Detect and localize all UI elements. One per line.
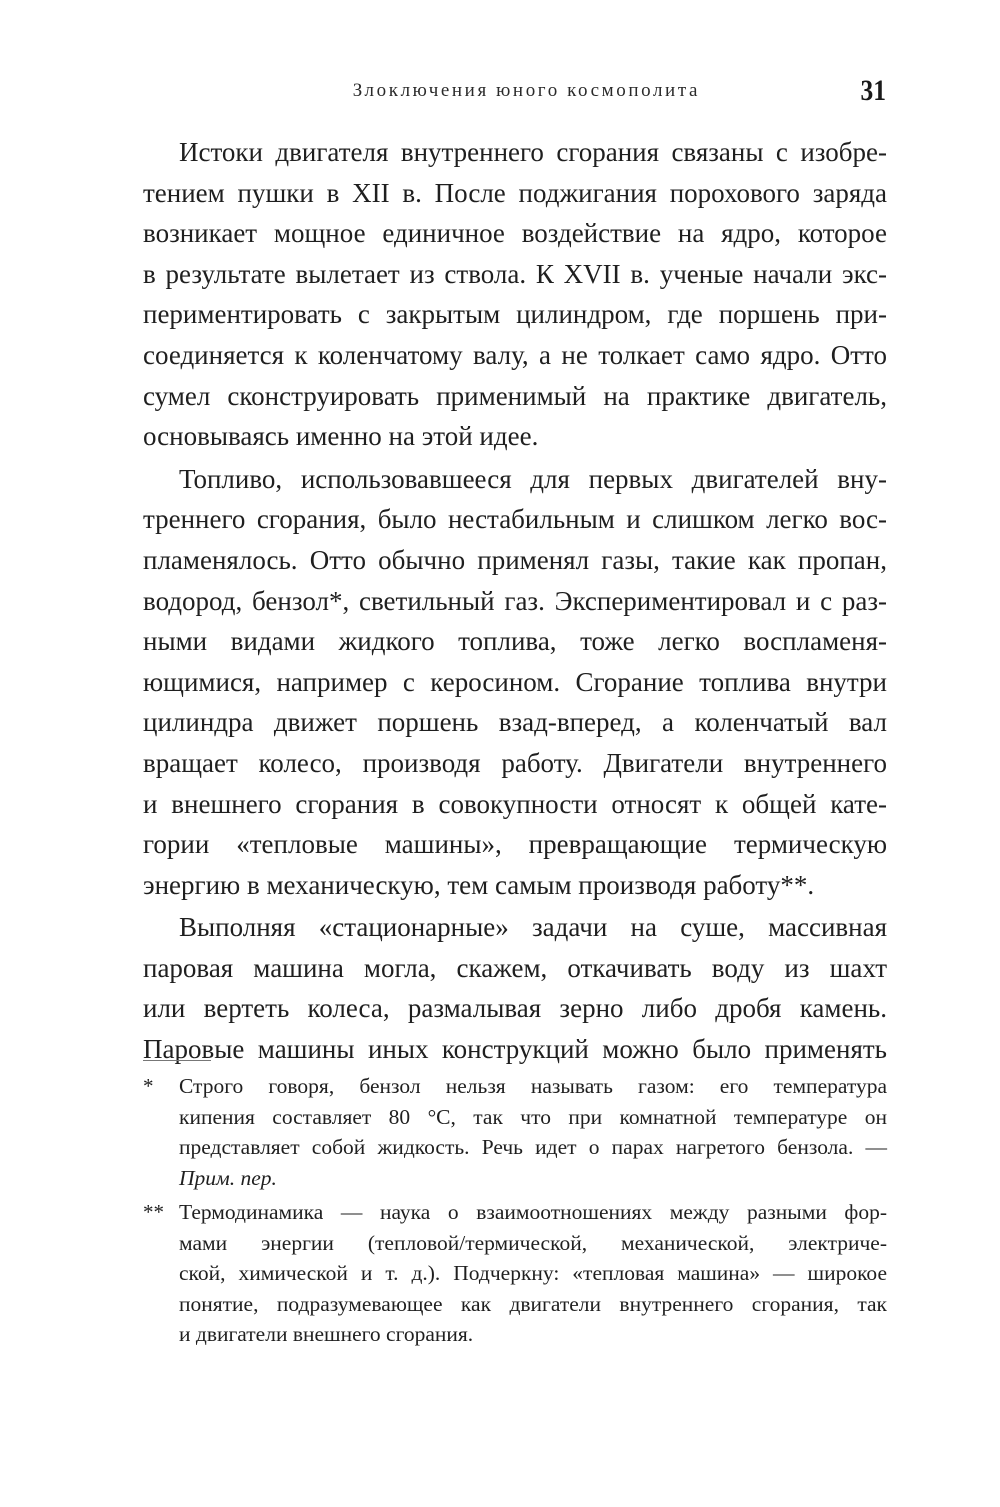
text-line: гории «тепловые машины», превращающие термическую <box>143 829 887 860</box>
footnote-1 <box>143 1071 887 1193</box>
text-line: в результате вылетает из ствола. К XVII в. ученые начали экс- <box>143 258 887 289</box>
text-line: или вертеть колеса, размалывая зерно либо дробя камень. <box>143 993 887 1024</box>
paragraph-1 <box>143 132 887 457</box>
footnote-marker: ** <box>143 1200 164 1224</box>
running-title: Злоключения юного космополита <box>352 80 700 101</box>
footnote-line: кипения составляет 80 °C, так что при комнатной температуре он <box>179 1104 887 1129</box>
footnote-marker: * <box>143 1074 154 1098</box>
page-number: 31 <box>860 74 886 107</box>
paragraph-3 <box>143 907 887 1069</box>
text-line: цилиндра движет поршень взад-вперед, а коленчатый вал <box>143 707 887 738</box>
text-line: треннего сгорания, было нестабильным и слишком легко вос- <box>143 504 887 535</box>
text-line: соединяется к коленчатому валу, а не толкает само ядро. Отто <box>143 339 887 370</box>
footnote-divider <box>143 1060 211 1061</box>
text-line: и внешнего сгорания в совокупности относят к общей кате- <box>143 788 887 819</box>
text-line: водород, бензол*, светильный газ. Экспериментировал и с раз- <box>143 585 887 616</box>
text-line: возникает мощное единичное воздействие на ядро, которое <box>143 218 887 249</box>
footnote-line: понятие, подразумевающее как двигатели внутреннего сгорания, так <box>179 1291 887 1316</box>
footnote-2 <box>143 1197 887 1350</box>
text-line: ными видами жидкого топлива, тоже легко воспламеня- <box>143 626 887 657</box>
text-line: тением пушки в XII в. После поджигания порохового заряда <box>143 177 887 208</box>
text-line: вращает колесо, производя работу. Двигатели внутреннего <box>143 747 887 778</box>
footnote-line: мами энергии (тепловой/термической, механической, электриче- <box>179 1230 887 1255</box>
paragraph-2 <box>143 459 887 906</box>
footnote-line: Строго говоря, бензол нельзя называть газом: его температура <box>179 1074 887 1098</box>
footnote-line: представляет собой жидкость. Речь идет о парах нагретого бензола. — <box>179 1135 887 1159</box>
text-line: ющимися, например с керосином. Сгорание топлива внутри <box>143 666 887 697</box>
text-line: энергию в механическую, тем самым производя работу**. <box>143 869 815 900</box>
text-line: Истоки двигателя внутреннего сгорания связаны с изобре- <box>179 137 887 167</box>
footnotes <box>143 1071 887 1354</box>
text-line: паровая машина могла, скажем, откачивать воду из шахт <box>143 952 887 983</box>
footnote-line: ской, химической и т. д.). Подчеркну: «тепловая машина» — широкое <box>179 1261 887 1285</box>
text-line: пламенялось. Отто обычно применял газы, такие как пропан, <box>143 544 887 575</box>
text-line: основываясь именно на этой идее. <box>143 421 539 452</box>
text-line: Паровые машины иных конструкций можно было применять <box>143 1034 887 1065</box>
text-line: Топливо, использовавшееся для первых двигателей вну- <box>179 463 887 494</box>
body-text <box>143 132 887 1070</box>
text-line: Выполняя «стационарные» задачи на суше, массивная <box>179 912 887 943</box>
footnote-line: Термодинамика — наука о взаимоотношениях между разными фор- <box>179 1200 887 1224</box>
text-line: периментировать с закрытым цилиндром, где поршень при- <box>143 299 887 330</box>
translator-note: Прим. пер. <box>179 1165 277 1190</box>
running-head <box>140 74 890 114</box>
text-line: сумел сконструировать применимый на практике двигатель, <box>143 380 887 411</box>
footnote-line: и двигатели внешнего сгорания. <box>179 1322 474 1346</box>
